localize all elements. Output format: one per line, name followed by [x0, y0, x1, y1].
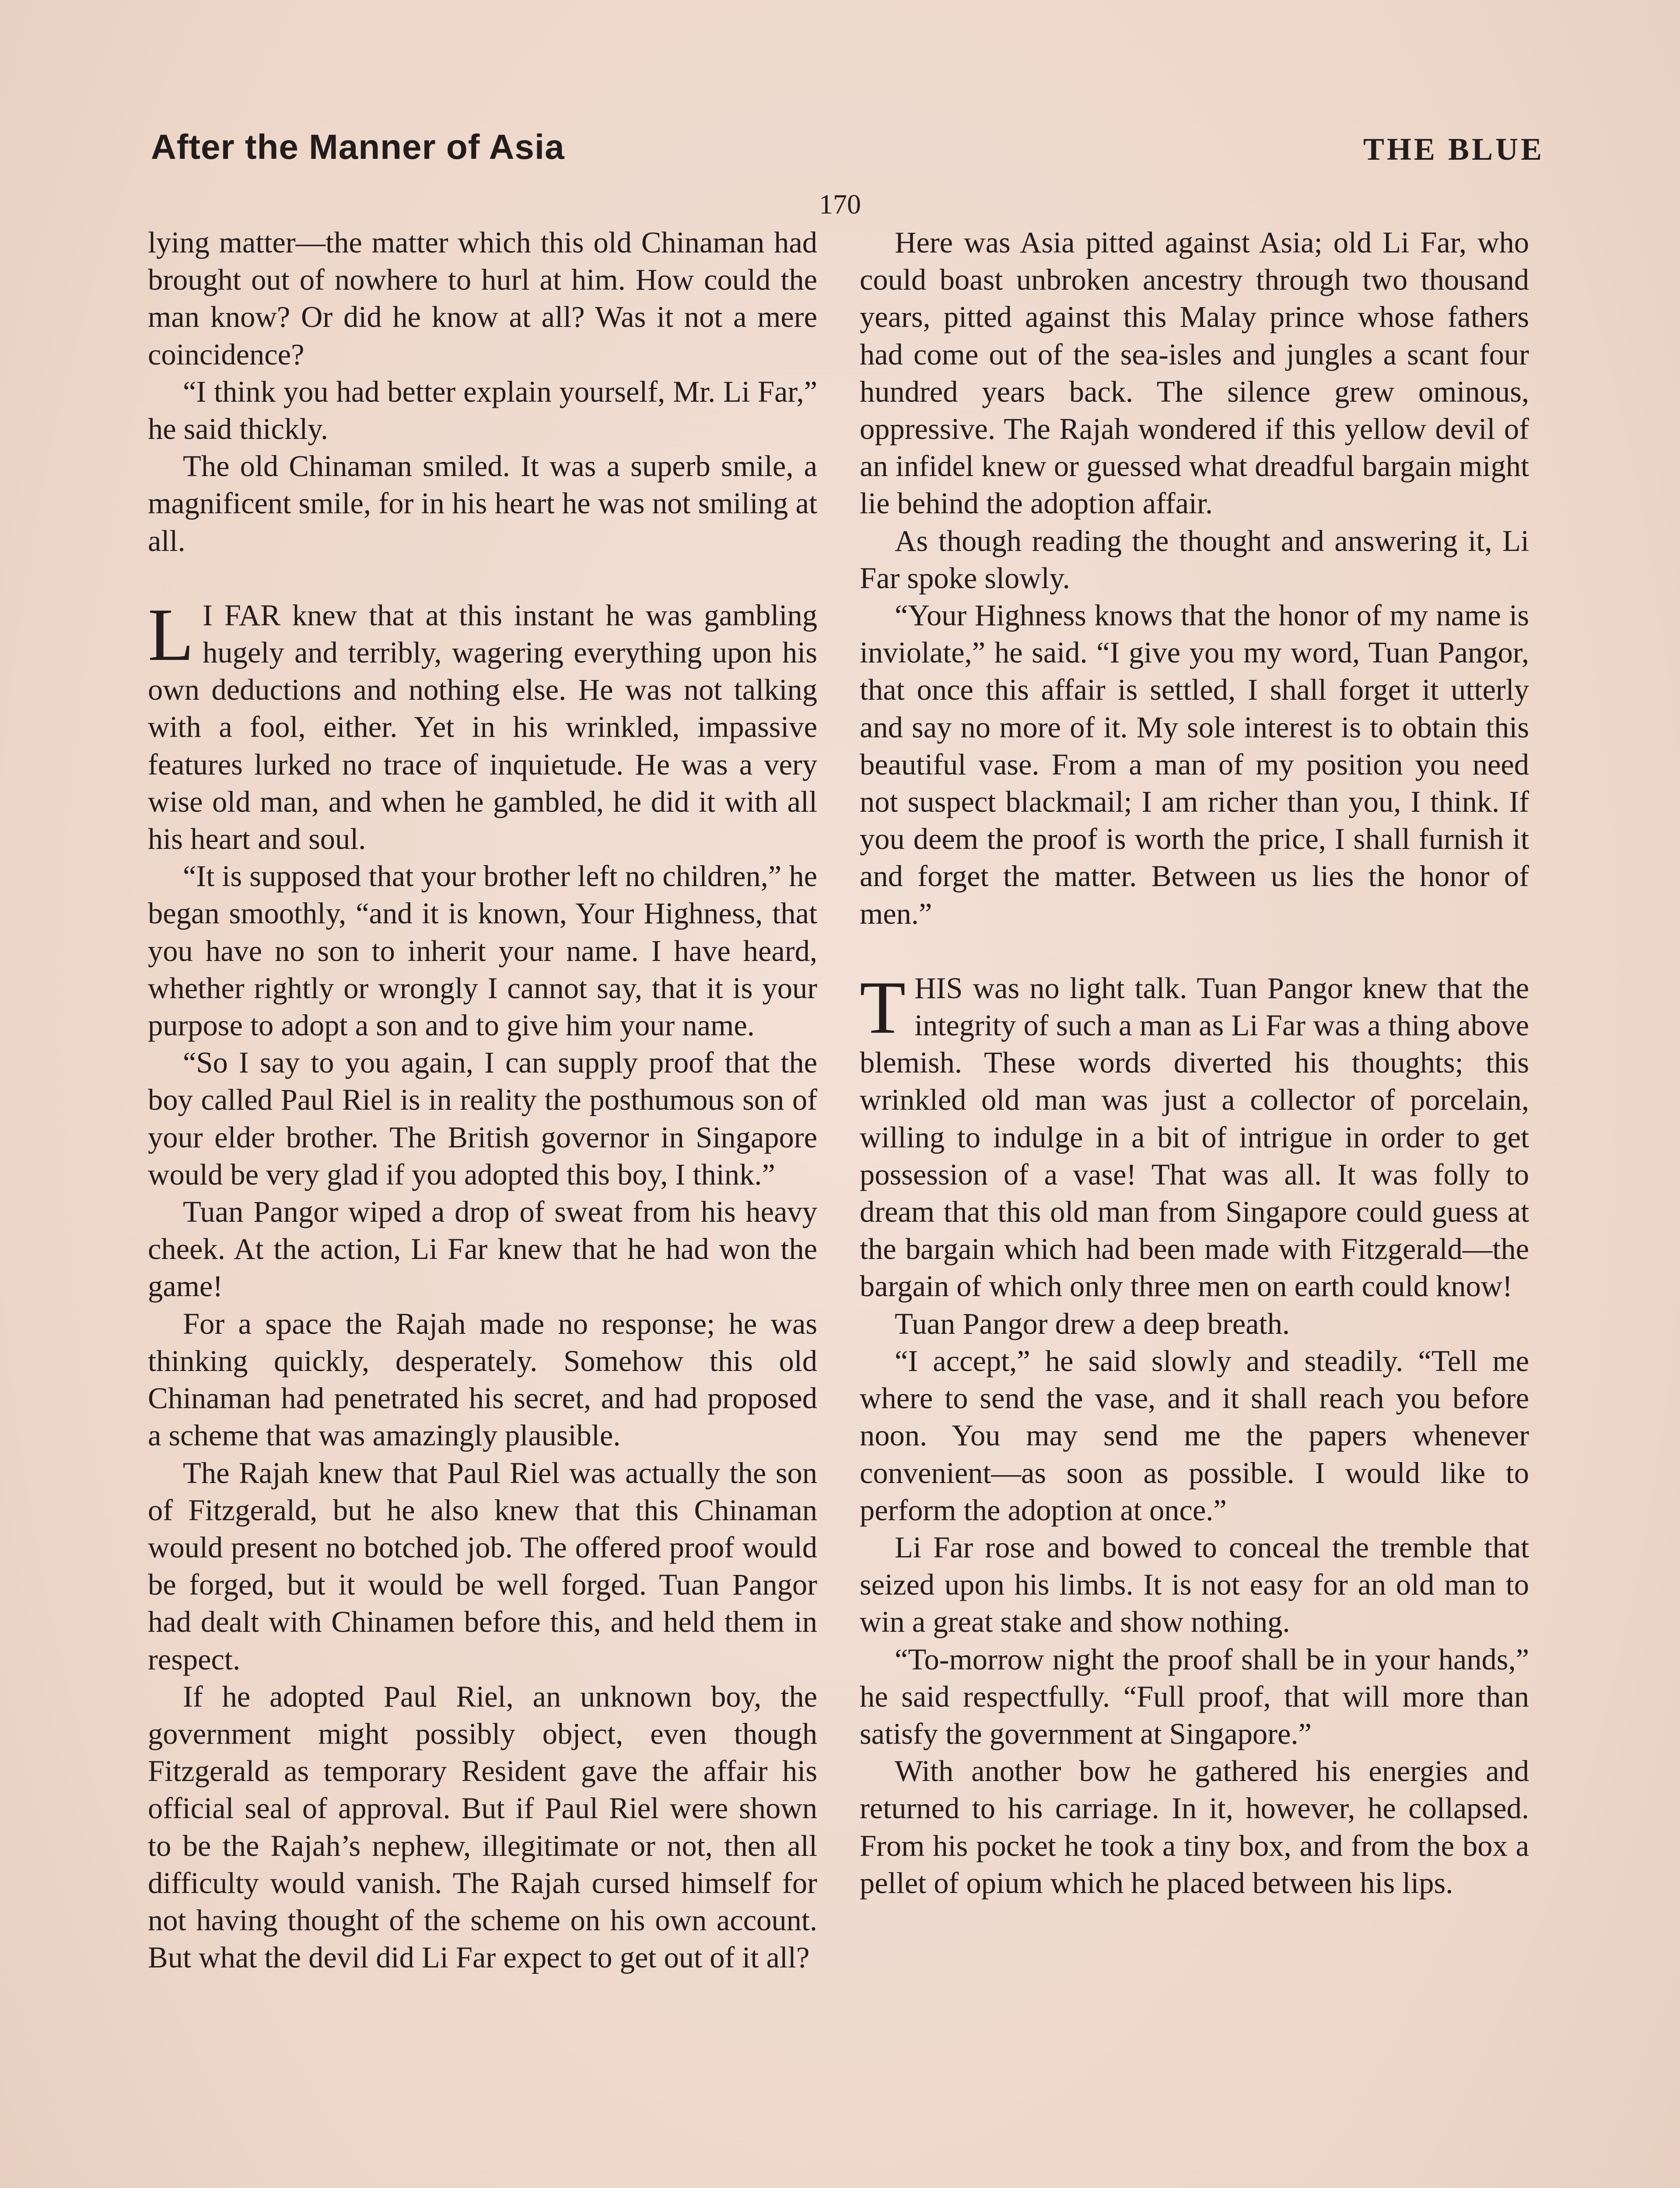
drop-cap: T: [860, 966, 906, 1049]
left-column: [148, 224, 817, 1976]
paragraph: Here was Asia pitted against Asia; old Li Far, who could boast unbroken ancestry through two thousand years, pitted against this Malay prince whose fathers had come out of the sea-isles and jungles a scant four hundred years back. The silence grew ominous, oppressive. The Rajah wondered if this yellow devil of an infidel knew or guessed what dreadful bargain might lie behind the adoption affair.: [860, 226, 1529, 520]
section-paragraph: [148, 593, 817, 858]
paragraph: For a space the Rajah made no response; he was thinking quickly, desperately. Somehow this old Chinaman had penetrated his secret, and had proposed a scheme that was amazingly plausible.: [148, 1307, 817, 1452]
right-column: [860, 224, 1529, 1902]
paragraph: “I accept,” he said slowly and steadily. “Tell me where to send the vase, and it shall reach you before noon. You may send me the papers whenever convenient—as soon as possible. I would like to perform the adoption at once.”: [860, 1344, 1529, 1527]
story-title: After the Manner of Asia: [151, 127, 565, 166]
paragraph: Tuan Pangor drew a deep breath.: [895, 1307, 1290, 1340]
paragraph: As though reading the thought and answering it, Li Far spoke slowly.: [860, 524, 1529, 595]
paragraph: With another bow he gathered his energies and returned to his carriage. In it, however, he collapsed. From his pocket he took a tiny box, and from the box a pellet of opium which he placed between his lips.: [860, 1754, 1529, 1900]
drop-cap: L: [148, 593, 194, 677]
page-number: 170: [819, 189, 861, 220]
paragraph: “To-morrow night the proof shall be in your hands,” he said respectfully. “Full proof, that will more than satisfy the government at Singapore.”: [860, 1642, 1529, 1750]
paragraph: “Your Highness knows that the honor of my name is inviolate,” he said. “I give you my word, Tuan Pangor, that once this affair is settled, I shall forget it utterly and say no more of it. My sole interest is to obtain this beautiful vase. From a man of my position you need not suspect blackmail; I am richer than you, I think. If you deem the proof is worth the price, I shall furnish it and forget the matter. Between us lies the honor of men.”: [860, 599, 1529, 930]
paragraph: “So I say to you again, I can supply proof that the boy called Paul Riel is in reality the posthumous son of your elder brother. The British governor in Singapore would be very glad if you adopted this boy, I think.”: [148, 1046, 817, 1191]
paragraph: The Rajah knew that Paul Riel was actually the son of Fitzgerald, but he also knew that this Chinaman would present no botched job. The offered proof would be forged, but it would be well forged. Tuan Pangor had dealt with Chinamen before this, and held them in respect.: [148, 1456, 817, 1676]
paragraph-text: I FAR knew that at this instant he was gambling hugely and terribly, wagering everything upon his own deductions and nothing else. He was not talking with a fool, either. Yet in his wrinkled, impassive features lurked no trace of inquietude. He was a very wise old man, and when he gambled, he did it with all his heart and soul.: [148, 598, 817, 856]
paragraph: “I think you had better explain yourself, Mr. Li Far,” he said thickly.: [148, 375, 817, 446]
paragraph-text: HIS was no light talk. Tuan Pangor knew that the integrity of such a man as Li Far was a thing above blemish. These words diverted his thoughts; this wrinkled old man was just a collector of porcelain, willing to indulge in a bit of intrigue in order to get possession of a vase! That was all. It was folly to dream that this old man from Singapore could guess at the bargain which had been made with Fitzgerald—the bargain of which only three men on earth could know!: [860, 971, 1529, 1303]
paragraph: Li Far rose and bowed to conceal the tremble that seized upon his limbs. It is not easy for an old man to win a great stake and show nothing.: [860, 1530, 1529, 1639]
magazine-title: THE BLUE: [1363, 132, 1544, 167]
paragraph: The old Chinaman smiled. It was a superb smile, a magnificent smile, for in his heart he was not smiling at all.: [148, 449, 817, 558]
paragraph: lying matter—the matter which this old Chinaman had brought out of nowhere to hurl at him. How could the man know? Or did he know at all? Was it not a mere coincidence?: [148, 226, 817, 371]
paragraph: “It is supposed that your brother left no children,” he began smoothly, “and it is known, Your Highness, that you have no son to inherit your name. I have heard, whether rightly or wrongly I cannot say, that it is your purpose to adopt a son and to give him your name.: [148, 859, 817, 1042]
paragraph: If he adopted Paul Riel, an unknown boy, the government might possibly object, even though Fitzgerald as temporary Resident gave the affair his official seal of approval. But if Paul Riel were shown to be the Rajah’s nephew, illegitimate or not, then all difficulty would vanish. The Rajah cursed himself for not having thought of the scheme on his own account. But what the devil did Li Far expect to get out of it all?: [148, 1680, 817, 1974]
paragraph: Tuan Pangor wiped a drop of sweat from his heavy cheek. At the action, Li Far knew that he had won the game!: [148, 1195, 817, 1303]
section-paragraph: [860, 966, 1529, 1305]
